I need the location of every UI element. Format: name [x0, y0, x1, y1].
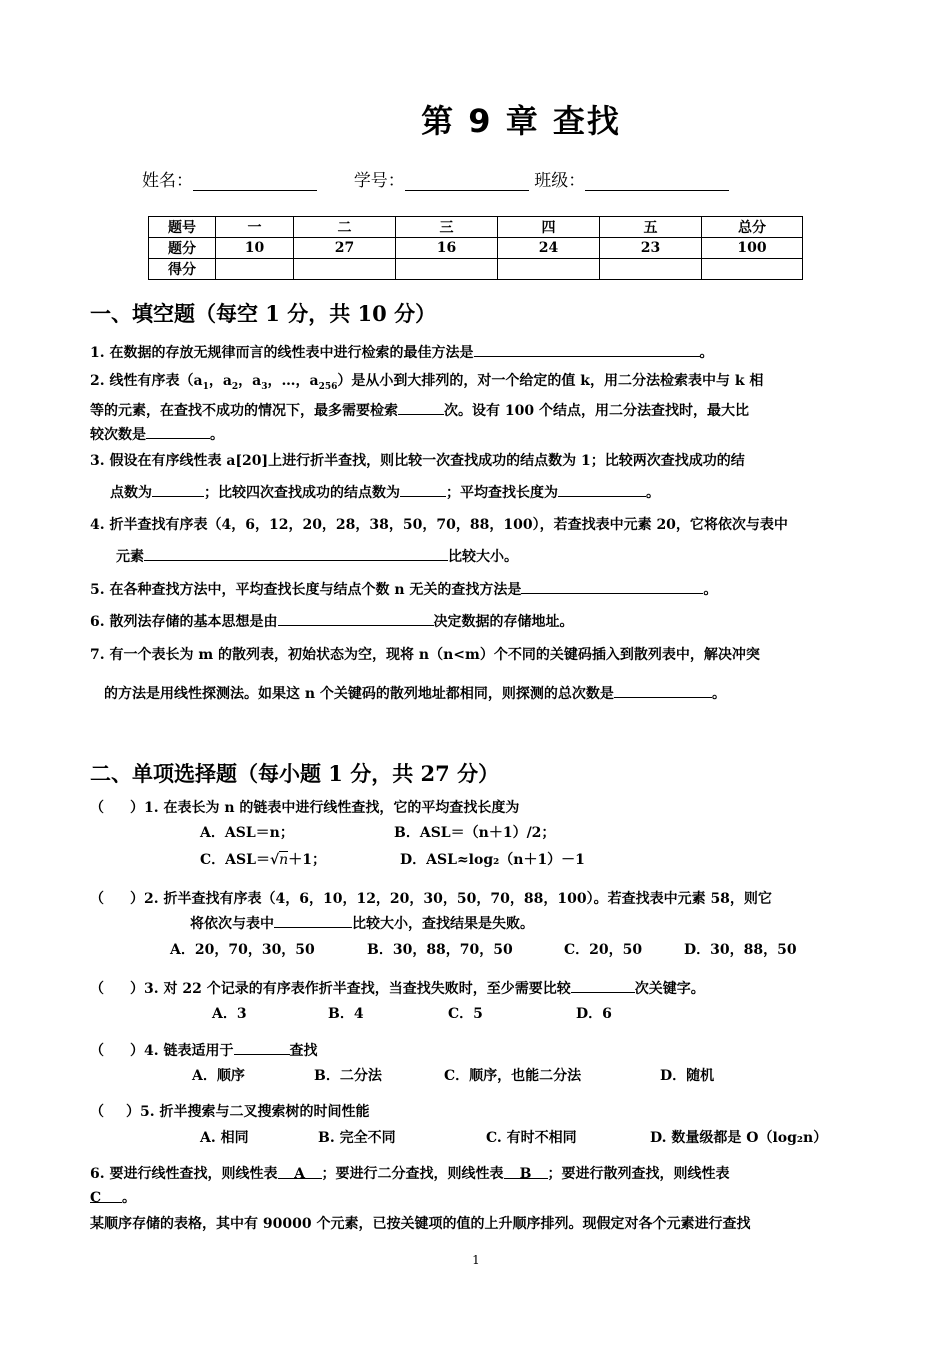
answer-blank[interactable] [152, 482, 204, 497]
option-b[interactable]: B．4 [328, 1006, 364, 1022]
s2-question-2 [90, 889, 866, 958]
question-text: ；要进行二分查找，则线性表 [321, 1166, 504, 1182]
s1-question-6 [90, 611, 866, 632]
table-row [149, 259, 803, 280]
question-text: 。 [210, 426, 224, 443]
question-text: 2. 折半查找有序表（4，6，10，12，20，30，50，70，88，100）。若查找表中元素 58，则它 [144, 891, 772, 907]
option-c[interactable] [200, 850, 326, 870]
answer-paren-open: （ [90, 1043, 104, 1059]
question-text: 查找 [289, 1043, 318, 1059]
question-text: 某顺序存储的表格，其中有 90000 个元素，已按关键项的值的上升顺序排列。现假定对各个元素进行查找 [90, 1216, 751, 1232]
table-cell: 一 [216, 217, 294, 238]
question-text: 。 [711, 686, 726, 702]
table-cell: 16 [396, 238, 498, 259]
s2-question-1 [90, 798, 866, 868]
question-text: 3. 对 22 个记录的有序表作折半查找，当查找失败时，至少需要比较 [144, 981, 571, 997]
question-text: 1. 在表长为 n 的链表中进行线性查找，它的平均查找长度为 [144, 800, 520, 816]
subscript: 2 [231, 381, 239, 392]
question-text: 。 [699, 345, 714, 361]
option-c[interactable]: C．5 [448, 1006, 483, 1022]
table-cell: 五 [600, 217, 702, 238]
s1-question-5 [90, 579, 866, 600]
question-text: ；比较四次查找成功的结点数为 [204, 485, 400, 501]
class-label: 班级： [534, 171, 586, 191]
answer-paren-close: ） [130, 800, 144, 816]
id-blank[interactable] [405, 172, 529, 191]
sqrt-symbol: √n [269, 852, 289, 868]
option-d[interactable]: D. 数量级都是 O（log₂n） [650, 1130, 828, 1146]
section2-heading: 二、单项选择题（每小题 1 分，共 27 分） [90, 761, 500, 786]
table-cell: 题分 [149, 238, 216, 259]
answer-paren-close: ） [130, 891, 144, 907]
answer-blank[interactable]: A [278, 1164, 322, 1179]
subscript: 1 [202, 381, 209, 392]
option-b[interactable]: B．ASL＝（n＋1）/2； [394, 825, 556, 841]
answer-blank[interactable] [146, 424, 210, 439]
option-c[interactable]: C．顺序，也能二分法 [444, 1068, 582, 1084]
question-text: ，a [208, 373, 232, 389]
id-label: 学号： [353, 171, 405, 191]
question-text: 1. 在数据的存放无规律而言的线性表中进行检索的最佳方法是 [90, 345, 474, 361]
answer-blank[interactable] [398, 400, 444, 415]
answer-paren-open: （ [90, 981, 104, 997]
option-b[interactable]: B．二分法 [314, 1068, 382, 1084]
option-text: ＋1； [288, 852, 326, 868]
question-text: 。 [646, 485, 660, 501]
subscript: 256 [318, 381, 338, 392]
subscript: 3 [261, 381, 268, 392]
question-text: 。 [703, 582, 718, 598]
question-text: 决定数据的存储地址。 [433, 614, 574, 630]
s2-question-7 [90, 1214, 866, 1234]
answer-paren-close: ） [130, 1043, 144, 1059]
s2-question-3 [90, 978, 866, 1022]
s2-question-6 [90, 1164, 866, 1208]
option-c[interactable]: C. 有时不相同 [486, 1130, 577, 1146]
table-cell: 23 [600, 238, 702, 259]
question-text: 元素 [116, 549, 144, 565]
question-text: 点数为 [110, 485, 152, 501]
score-input-cell[interactable] [396, 259, 498, 280]
answer-paren-close: ） [130, 981, 144, 997]
option-d[interactable]: D．30，88，50 [684, 942, 797, 958]
question-text: 5. 在各种查找方法中，平均查找长度与结点个数 n 无关的查找方法是 [90, 582, 522, 598]
question-text: ）是从小到大排列的，对一个给定的值 k，用二分法检索表中与 k 相 [337, 373, 764, 389]
question-text: 较次数是 [90, 426, 146, 443]
option-d[interactable]: D．ASL≈log₂（n＋1）－1 [400, 852, 585, 868]
table-cell: 题号 [149, 217, 216, 238]
table-cell: 27 [294, 238, 396, 259]
question-text: 7. 有一个表长为 m 的散列表，初始状态为空，现将 n（n<m）个不同的关键码插入到散列表中，解决冲突 [90, 647, 760, 663]
table-cell: 四 [498, 217, 600, 238]
option-a[interactable]: A．顺序 [192, 1068, 245, 1084]
table-cell: 二 [294, 217, 396, 238]
radicand: n [279, 852, 289, 868]
section1-heading: 一、填空题（每空 1 分，共 10 分） [90, 301, 437, 326]
table-cell: 得分 [149, 259, 216, 280]
table-cell: 三 [396, 217, 498, 238]
option-c[interactable]: C．20，50 [564, 942, 643, 958]
question-text: 4. 折半查找有序表（4，6，12，20，28，38，50，70，88，100），若查找表中元素 20，它将依次与表中 [90, 517, 788, 533]
question-text: 次。设有 100 个结点，用二分法查找时，最大比 [444, 402, 749, 419]
page-title: 第 9 章 查找 [421, 102, 621, 140]
option-b[interactable]: B. 完全不同 [318, 1130, 396, 1146]
option-a[interactable]: A．20，70，30，50 [170, 942, 315, 958]
answer-blank[interactable] [521, 579, 703, 594]
table-cell: 总分 [702, 217, 803, 238]
score-input-cell[interactable] [294, 259, 396, 280]
answer-blank[interactable] [474, 342, 700, 357]
score-input-cell[interactable] [498, 259, 600, 280]
answer-blank[interactable] [614, 683, 712, 698]
s1-question-1 [90, 342, 866, 363]
table-cell: 24 [498, 238, 600, 259]
name-label: 姓名： [142, 171, 193, 191]
s1-question-2 [90, 371, 866, 445]
table-cell: 10 [216, 238, 294, 259]
option-b[interactable]: B．30，88，70，50 [367, 942, 513, 958]
score-input-cell[interactable] [600, 259, 702, 280]
class-blank[interactable] [585, 172, 729, 191]
answer-blank[interactable]: C [90, 1188, 122, 1203]
option-a[interactable]: A．3 [212, 1006, 247, 1022]
answer-blank[interactable] [234, 1040, 290, 1055]
s1-question-7 [90, 645, 866, 704]
question-text: 将依次与表中 [190, 916, 274, 932]
score-table [148, 216, 803, 280]
question-text: 2. 线性有序表（a [90, 373, 203, 389]
s2-question-5 [90, 1102, 866, 1146]
table-cell: 100 [702, 238, 803, 259]
option-text: C．ASL＝ [200, 852, 270, 868]
question-text: ；要进行散列查找，则线性表 [547, 1166, 730, 1182]
question-text: 等的元素，在查找不成功的情况下，最多需要检索 [90, 402, 398, 419]
question-text: 比较大小。 [448, 549, 518, 565]
answer-paren-open: （ [90, 1104, 104, 1120]
option-a[interactable]: A．ASL＝n； [200, 825, 294, 841]
answer-blank[interactable] [400, 482, 446, 497]
answer-paren-close: ） [126, 1104, 140, 1120]
student-info [142, 166, 729, 191]
answer-blank[interactable] [278, 611, 434, 626]
question-text: ，a [238, 373, 262, 389]
score-input-cell[interactable] [216, 259, 294, 280]
question-text: 6. 要进行线性查找，则线性表 [90, 1166, 278, 1182]
answer-paren-open: （ [90, 891, 104, 907]
answer-blank[interactable]: B [504, 1164, 548, 1179]
question-text: ，…，a [267, 373, 319, 389]
score-input-cell[interactable] [702, 259, 803, 280]
question-text: 5. 折半搜索与二叉搜索树的时间性能 [140, 1104, 370, 1120]
answer-blank[interactable] [144, 546, 448, 561]
option-d[interactable]: D．随机 [660, 1068, 715, 1084]
s2-question-4 [90, 1040, 866, 1084]
question-text: 次关键字。 [634, 981, 705, 997]
answer-paren-open: （ [90, 800, 104, 816]
question-text: 3. 假设在有序线性表 a[20]上进行折半查找，则比较一次查找成功的结点数为 1；比较两次查找成功的结 [90, 453, 745, 469]
s1-question-4 [90, 515, 866, 567]
question-text: 4. 链表适用于 [144, 1043, 234, 1059]
s1-question-3 [90, 451, 866, 503]
option-d[interactable]: D．6 [576, 1006, 612, 1022]
answer-blank[interactable] [571, 978, 635, 993]
question-text: 6. 散列法存储的基本思想是由 [90, 614, 278, 630]
name-blank[interactable] [193, 172, 317, 191]
answer-blank[interactable] [274, 913, 352, 928]
page-number: 1 [472, 1253, 480, 1267]
answer-blank[interactable] [558, 482, 646, 497]
question-text: 的方法是用线性探测法。如果这 n 个关键码的散列地址都相同，则探测的总次数是 [104, 686, 614, 702]
table-row [149, 217, 803, 238]
option-a[interactable]: A. 相同 [200, 1130, 249, 1146]
question-text: 。 [122, 1190, 136, 1206]
question-text: ；平均查找长度为 [446, 485, 558, 501]
table-row [149, 238, 803, 259]
question-text: 比较大小，查找结果是失败。 [352, 916, 534, 932]
